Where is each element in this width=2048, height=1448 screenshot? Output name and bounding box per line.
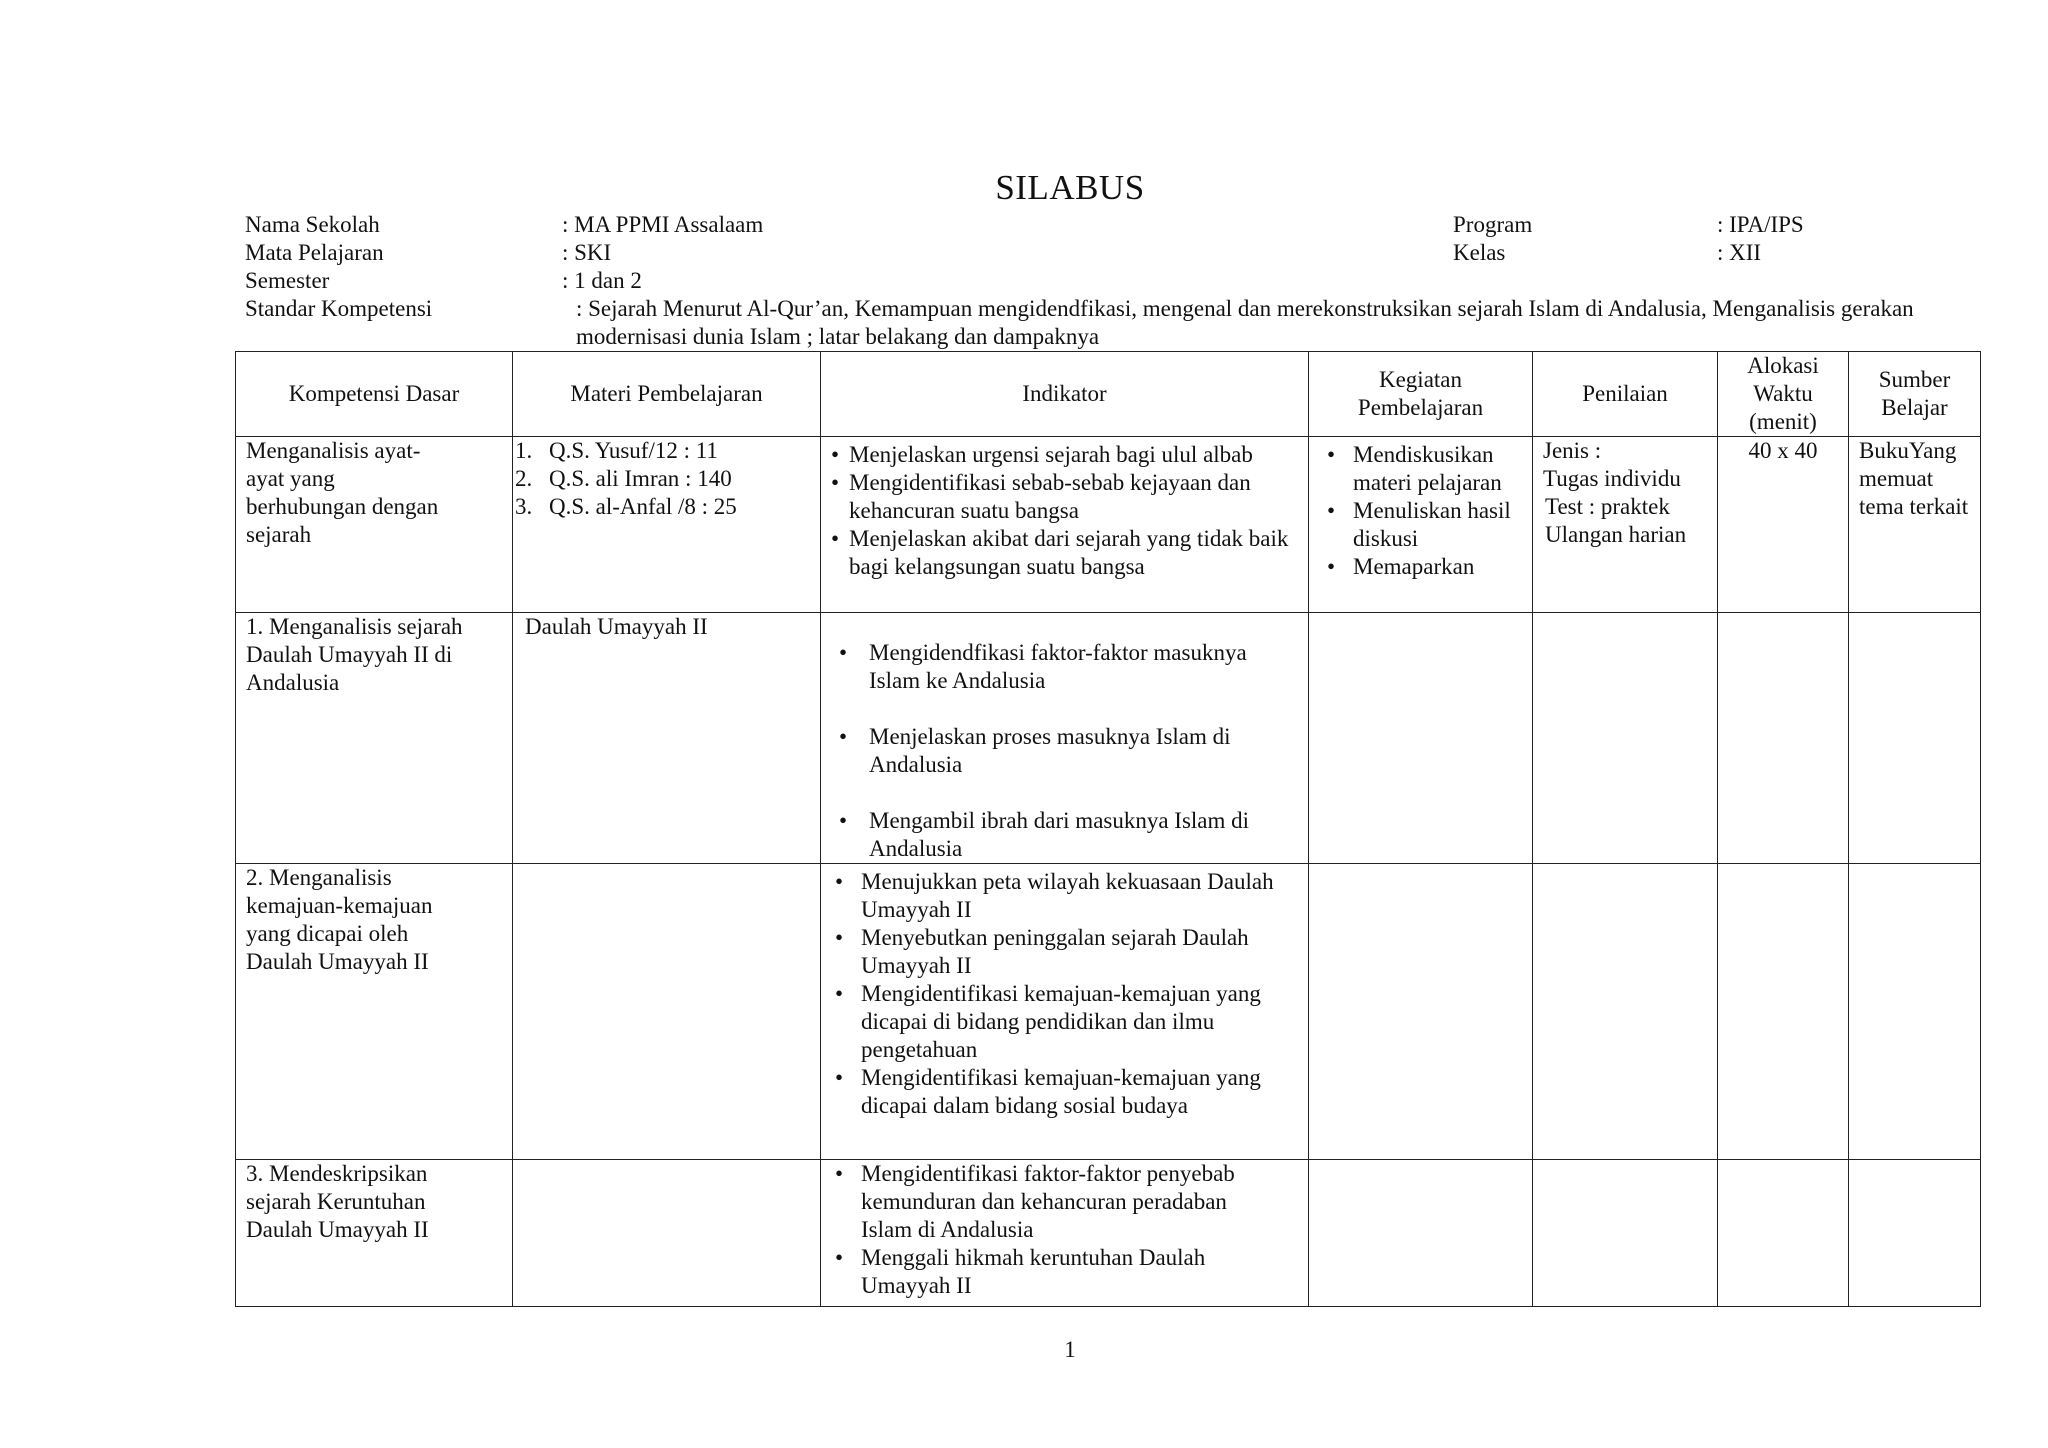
sumber-cell — [1849, 1160, 1981, 1307]
materi-cell — [513, 437, 821, 613]
header-sumber-belajar: Sumber Belajar — [1849, 352, 1981, 437]
list-item: • Mengambil ibrah dari masuknya Islam di Andalusia — [829, 807, 1288, 863]
label-mata-pelajaran: Mata Pelajaran — [245, 240, 384, 265]
value-mata-pelajaran: : SKI — [562, 240, 612, 265]
alokasi-cell — [1718, 613, 1849, 864]
alokasi-cell: 40 x 40 — [1718, 437, 1849, 613]
header-materi-pembelajaran: Materi Pembelajaran — [513, 352, 821, 437]
materi-cell — [513, 1160, 821, 1307]
list-item: • Menggali hikmah keruntuhan Daulah Umayyah II — [829, 1244, 1268, 1300]
sumber-cell — [1849, 613, 1981, 864]
list-item: • Menuliskan hasil diskusi — [1321, 497, 1524, 553]
list-item: • Mengidentifikasi faktor-faktor penyebab kemunduran dan kehancuran peradaban Islam di Andalusia — [829, 1160, 1268, 1244]
kompetensi-cell — [236, 1160, 513, 1307]
indikator-list — [829, 639, 1288, 863]
indikator-list — [831, 441, 1294, 581]
list-item: • Memaparkan — [1321, 553, 1524, 581]
indikator-cell — [821, 437, 1309, 613]
indikator-list — [829, 868, 1294, 1120]
page-number: 1 — [1064, 1337, 1076, 1362]
sumber-cell — [1849, 437, 1981, 613]
sumber-cell — [1849, 864, 1981, 1160]
penilaian-cell — [1533, 613, 1718, 864]
label-program: Program — [1453, 212, 1533, 237]
materi-list — [515, 437, 810, 521]
header-indikator: Indikator — [821, 352, 1309, 437]
kegiatan-cell — [1309, 1160, 1533, 1307]
header-alokasi-waktu: Alokasi Waktu (menit) — [1718, 352, 1849, 437]
kompetensi-cell — [236, 437, 513, 613]
list-item: • Mengidentifikasi kemajuan-kemajuan yang dicapai di bidang pendidikan dan ilmu pengetahuan — [829, 980, 1294, 1064]
value-semester: : 1 dan 2 — [562, 268, 642, 293]
kompetensi-text: 3. Mendeskripsikan sejarah Keruntuhan Daulah Umayyah II — [246, 1161, 429, 1242]
table-row — [236, 1160, 1981, 1307]
indikator-list — [829, 1160, 1268, 1300]
kegiatan-cell — [1309, 864, 1533, 1160]
list-item: 2. Q.S. ali Imran : 140 — [515, 466, 732, 491]
alokasi-cell — [1718, 864, 1849, 1160]
alokasi-cell — [1718, 1160, 1849, 1307]
indikator-cell — [821, 1160, 1309, 1307]
sumber-text: BukuYang memuat tema terkait — [1859, 438, 1969, 519]
kompetensi-text: 1. Menganalisis sejarah Daulah Umayyah II di Andalusia — [246, 614, 463, 695]
list-item: 3. Q.S. al-Anfal /8 : 25 — [515, 494, 737, 519]
kompetensi-text: 2. Menganalisis kemajuan-kemajuan yang dicapai oleh Daulah Umayyah II — [246, 865, 433, 974]
list-item: • Mengidentifikasi sebab-sebab kejayaan dan kehancuran suatu bangsa — [831, 469, 1294, 525]
materi-cell — [513, 864, 821, 1160]
silabus-table — [235, 351, 1981, 1307]
label-kelas: Kelas — [1453, 240, 1506, 265]
kompetensi-cell — [236, 613, 513, 864]
value-standar-kompetensi: : Sejarah Menurut Al-Qur’an, Kemampuan mengidendfikasi, mengenal dan merekonstruksikan sejarah Islam di Andalusia, Menganalisis gerakan modernisasi dunia Islam ; latar belakang dan dampaknya — [576, 296, 1914, 349]
kompetensi-cell — [236, 864, 513, 1160]
label-semester: Semester — [245, 268, 330, 293]
table-row — [236, 437, 1981, 613]
value-nama-sekolah: : MA PPMI Assalaam — [562, 212, 764, 237]
label-nama-sekolah: Nama Sekolah — [245, 212, 380, 237]
list-item: • Mendiskusikan materi pelajaran — [1321, 441, 1524, 497]
penilaian-cell — [1533, 1160, 1718, 1307]
materi-text: Daulah Umayyah II — [525, 614, 708, 639]
list-item: • Menyebutkan peninggalan sejarah Daulah Umayyah II — [829, 924, 1294, 980]
list-item: • Menujukkan peta wilayah kekuasaan Daulah Umayyah II — [829, 868, 1294, 924]
header-kegiatan-pembelajaran: Kegiatan Pembelajaran — [1309, 352, 1533, 437]
table-header-row — [236, 352, 1981, 437]
kegiatan-cell — [1309, 437, 1533, 613]
value-kelas: : XII — [1717, 240, 1762, 265]
materi-cell — [513, 613, 821, 864]
label-standar-kompetensi: Standar Kompetensi — [245, 296, 433, 321]
list-item: • Mengidentifikasi kemajuan-kemajuan yang dicapai dalam bidang sosial budaya — [829, 1064, 1294, 1120]
kompetensi-text: Menganalisis ayat-ayat yang berhubungan dengan sejarah — [246, 438, 439, 547]
list-item: • Menjelaskan proses masuknya Islam di Andalusia — [829, 723, 1288, 779]
document-title: SILABUS — [995, 168, 1145, 207]
kegiatan-list — [1321, 441, 1524, 581]
value-program: : IPA/IPS — [1717, 212, 1804, 237]
indikator-cell — [821, 613, 1309, 864]
header-penilaian: Penilaian — [1533, 352, 1718, 437]
list-item: • Menjelaskan akibat dari sejarah yang tidak baik bagi kelangsungan suatu bangsa — [831, 525, 1294, 581]
table-row — [236, 864, 1981, 1160]
header-kompetensi-dasar: Kompetensi Dasar — [236, 352, 513, 437]
table-row — [236, 613, 1981, 864]
penilaian-cell — [1533, 864, 1718, 1160]
indikator-cell — [821, 864, 1309, 1160]
penilaian-cell: Jenis : Tugas individu Test : praktek Ulangan harian — [1533, 437, 1718, 613]
list-item: 1. Q.S. Yusuf/12 : 11 — [515, 438, 718, 463]
list-item: • Menjelaskan urgensi sejarah bagi ulul albab — [831, 441, 1294, 469]
kegiatan-cell — [1309, 613, 1533, 864]
list-item: • Mengidendfikasi faktor-faktor masuknya Islam ke Andalusia — [829, 639, 1288, 695]
